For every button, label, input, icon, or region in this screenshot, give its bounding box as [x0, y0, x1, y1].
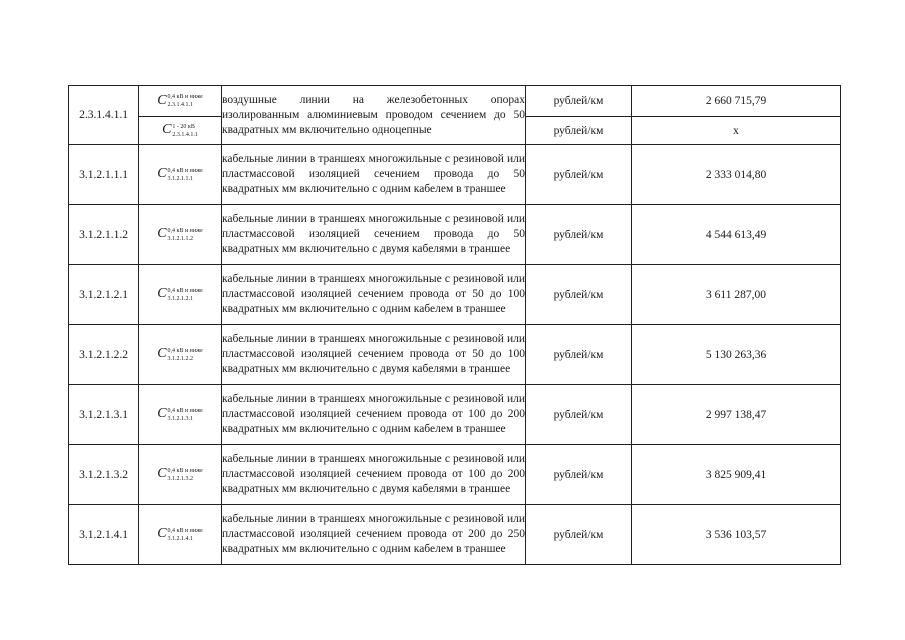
row-value: 4 544 613,49 — [632, 205, 841, 265]
table-row — [69, 385, 841, 445]
row-unit: рублей/км — [526, 145, 632, 205]
table-row — [69, 145, 841, 205]
table-row — [69, 205, 841, 265]
table-row — [69, 265, 841, 325]
row-unit: рублей/км — [526, 325, 632, 385]
row-code: 3.1.2.1.1.2 — [69, 205, 139, 265]
rates-table — [68, 85, 841, 565]
rate-formula: C 0,4 кВ и ниже 3.1.2.1.1.2 — [139, 205, 222, 265]
table-row — [69, 86, 841, 117]
row-unit: рублей/км — [526, 117, 632, 145]
row-description: кабельные линии в траншеях многожильные с резиновой или пластмассовой изоляцией сечением провода до 50 квадратных мм включительно с двумя кабелями в траншее — [222, 205, 526, 265]
rate-formula: C 0,4 кВ и ниже 3.1.2.1.1.1 — [139, 145, 222, 205]
row-value: 3 825 909,41 — [632, 445, 841, 505]
rate-formula: C 0,4 кВ и ниже 3.1.2.1.2.1 — [139, 265, 222, 325]
row-description: кабельные линии в траншеях многожильные с резиновой или пластмассовой изоляцией сечением провода от 50 до 100 квадратных мм включительно с двумя кабелями в траншее — [222, 325, 526, 385]
rate-formula: C 0,4 кВ и ниже 3.1.2.1.3.1 — [139, 385, 222, 445]
row-code: 3.1.2.1.2.1 — [69, 265, 139, 325]
rate-formula: C 1 - 20 кВ 2.3.1.4.1.1 — [139, 117, 222, 145]
row-value: 3 536 103,57 — [632, 505, 841, 565]
table-row — [69, 445, 841, 505]
row-code: 3.1.2.1.3.2 — [69, 445, 139, 505]
row-value: 2 660 715,79 — [632, 86, 841, 117]
rate-formula: C 0,4 кВ и ниже 2.3.1.4.1.1 — [139, 86, 222, 117]
rate-formula: C 0,4 кВ и ниже 3.1.2.1.2.2 — [139, 325, 222, 385]
row-value: 3 611 287,00 — [632, 265, 841, 325]
row-unit: рублей/км — [526, 505, 632, 565]
rate-formula: C 0,4 кВ и ниже 3.1.2.1.3.2 — [139, 445, 222, 505]
row-unit: рублей/км — [526, 86, 632, 117]
row-description: кабельные линии в траншеях многожильные с резиновой или пластмассовой изоляцией сечением провода от 50 до 100 квадратных мм включительно с одним кабелем в траншее — [222, 265, 526, 325]
row-value: 2 997 138,47 — [632, 385, 841, 445]
row-description: воздушные линии на железобетонных опорах изолированным алюминиевым проводом сечением до 50 квадратных мм включительно одноцепные — [222, 86, 526, 145]
row-unit: рублей/км — [526, 265, 632, 325]
row-value: 2 333 014,80 — [632, 145, 841, 205]
rate-formula: C 0,4 кВ и ниже 3.1.2.1.4.1 — [139, 505, 222, 565]
row-unit: рублей/км — [526, 445, 632, 505]
row-unit: рублей/км — [526, 385, 632, 445]
rates-table-body — [69, 86, 841, 565]
row-description: кабельные линии в траншеях многожильные с резиновой или пластмассовой изоляцией сечением провода от 200 до 250 квадратных мм включительно с одним кабелем в траншее — [222, 505, 526, 565]
row-description: кабельные линии в траншеях многожильные с резиновой или пластмассовой изоляцией сечением провода от 100 до 200 квадратных мм включительно с одним кабелем в траншее — [222, 385, 526, 445]
row-code: 2.3.1.4.1.1 — [69, 86, 139, 145]
row-code: 3.1.2.1.2.2 — [69, 325, 139, 385]
table-row — [69, 505, 841, 565]
row-code: 3.1.2.1.4.1 — [69, 505, 139, 565]
row-code: 3.1.2.1.3.1 — [69, 385, 139, 445]
table-row — [69, 325, 841, 385]
row-description: кабельные линии в траншеях многожильные с резиновой или пластмассовой изоляцией сечением провода от 100 до 200 квадратных мм включительно с двумя кабелями в траншее — [222, 445, 526, 505]
row-value: 5 130 263,36 — [632, 325, 841, 385]
row-unit: рублей/км — [526, 205, 632, 265]
row-description: кабельные линии в траншеях многожильные с резиновой или пластмассовой изоляцией сечением провода до 50 квадратных мм включительно с одним кабелем в траншее — [222, 145, 526, 205]
row-code: 3.1.2.1.1.1 — [69, 145, 139, 205]
row-value: x — [632, 117, 841, 145]
